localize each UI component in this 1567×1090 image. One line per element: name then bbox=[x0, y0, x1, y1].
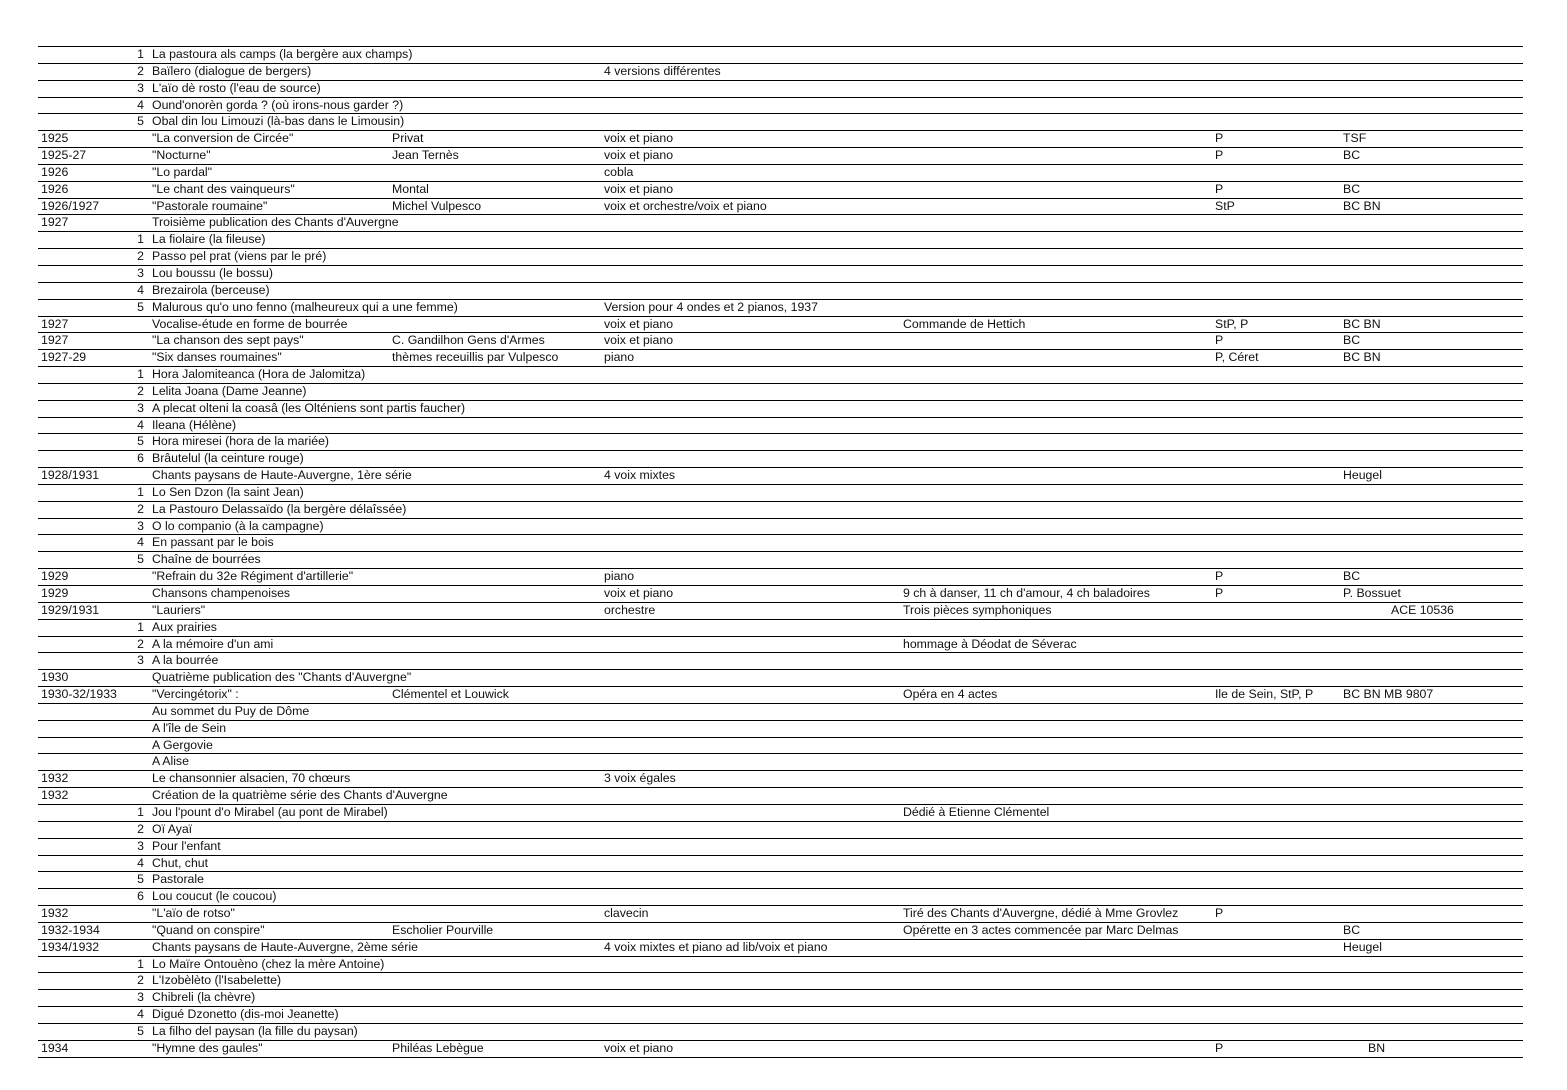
author-cell: C. Gandilhon Gens d'Armes bbox=[392, 333, 545, 348]
table-row bbox=[38, 333, 1523, 350]
table-row bbox=[38, 535, 1523, 552]
title-cell: "Le chant des vainqueurs" bbox=[152, 181, 295, 196]
author-cell: Clémentel et Louwick bbox=[392, 687, 509, 702]
table-row bbox=[38, 856, 1523, 873]
publisher-cell: BC BN bbox=[1343, 198, 1381, 213]
number-cell: 4 bbox=[137, 535, 144, 550]
number-cell: 3 bbox=[137, 80, 144, 95]
year-cell: 1926 bbox=[41, 181, 69, 196]
number-cell: 5 bbox=[137, 299, 144, 314]
note-cell: Trois pièces symphoniques bbox=[903, 602, 1052, 617]
table-row bbox=[38, 81, 1523, 98]
table-row bbox=[38, 98, 1523, 115]
table-row bbox=[38, 738, 1523, 755]
instrumentation-cell: voix et orchestre/voix et piano bbox=[604, 198, 767, 213]
title-cell: A Alise bbox=[152, 754, 189, 769]
table-row bbox=[38, 418, 1523, 435]
number-cell: 5 bbox=[137, 552, 144, 567]
title-cell: A la mémoire d'un ami bbox=[152, 636, 274, 651]
table-row bbox=[38, 131, 1523, 148]
title-cell: Chants paysans de Haute-Auvergne, 1ère série bbox=[152, 468, 412, 483]
title-cell: Brezairola (berceuse) bbox=[152, 282, 270, 297]
year-cell: 1925 bbox=[41, 131, 69, 146]
instrumentation-cell: voix et piano bbox=[604, 131, 674, 146]
table-row bbox=[38, 249, 1523, 266]
title-cell: Lo Sen Dzon (la saint Jean) bbox=[152, 484, 304, 499]
title-cell: Brâutelul (la ceinture rouge) bbox=[152, 451, 304, 466]
table-row bbox=[38, 552, 1523, 569]
title-cell: "Quand on conspire" bbox=[152, 922, 265, 937]
table-row bbox=[38, 721, 1523, 738]
number-cell: 3 bbox=[137, 518, 144, 533]
number-cell: 3 bbox=[137, 838, 144, 853]
author-cell: Philéas Lebègue bbox=[392, 1040, 484, 1055]
table-row bbox=[38, 266, 1523, 283]
number-cell: 6 bbox=[137, 889, 144, 904]
year-cell: 1926/1927 bbox=[41, 198, 100, 213]
catalogue-table bbox=[38, 46, 1523, 1058]
number-cell: 6 bbox=[137, 451, 144, 466]
place-cell: P bbox=[1215, 181, 1224, 196]
title-cell: Aux prairies bbox=[152, 619, 217, 634]
author-cell: Escholier Pourville bbox=[392, 922, 494, 937]
year-cell: 1929 bbox=[41, 569, 69, 584]
number-cell: 1 bbox=[137, 619, 144, 634]
number-cell: 1 bbox=[137, 804, 144, 819]
instrumentation-cell: 4 voix mixtes et piano ad lib/voix et piano bbox=[604, 939, 828, 954]
title-cell: Malurous qu'o uno fenno (malheureux qui a une femme) bbox=[152, 299, 458, 314]
title-cell: Hora Jalomiteanca (Hora de Jalomitza) bbox=[152, 367, 366, 382]
publisher-cell: BC BN MB 9807 bbox=[1343, 687, 1434, 702]
title-cell: "Vercingétorix" : bbox=[152, 687, 239, 702]
year-cell: 1932 bbox=[41, 788, 69, 803]
publisher-cell: BC bbox=[1343, 333, 1361, 348]
number-cell: 2 bbox=[137, 636, 144, 651]
year-cell: 1930-32/1933 bbox=[41, 687, 117, 702]
author-cell: Montal bbox=[392, 181, 429, 196]
title-cell: Jou l'pount d'o Mirabel (au pont de Mirabel) bbox=[152, 804, 388, 819]
publisher-cell: BC bbox=[1343, 922, 1361, 937]
title-cell: "Hymne des gaules" bbox=[152, 1040, 263, 1055]
year-cell: 1932 bbox=[41, 771, 69, 786]
number-cell: 3 bbox=[137, 990, 144, 1005]
number-cell: 2 bbox=[137, 501, 144, 516]
table-row bbox=[38, 889, 1523, 906]
title-cell: "La chanson des sept pays" bbox=[152, 333, 304, 348]
publisher-cell: BC BN bbox=[1343, 350, 1381, 365]
author-cell: Jean Ternès bbox=[392, 148, 459, 163]
table-row bbox=[38, 1041, 1523, 1058]
table-row bbox=[38, 923, 1523, 940]
title-cell: Le chansonnier alsacien, 70 chœurs bbox=[152, 771, 351, 786]
title-cell: Chansons champenoises bbox=[152, 586, 291, 600]
title-cell: La fiolaire (la fileuse) bbox=[152, 232, 266, 247]
place-cell: P bbox=[1215, 906, 1224, 921]
title-cell: Chants paysans de Haute-Auvergne, 2ème série bbox=[152, 939, 418, 954]
year-cell: 1925-27 bbox=[41, 148, 87, 163]
number-cell: 4 bbox=[137, 417, 144, 432]
number-cell: 3 bbox=[137, 265, 144, 280]
title-cell: Création de la quatrième série des Chants d'Auvergne bbox=[152, 788, 448, 803]
year-cell: 1932-1934 bbox=[41, 922, 100, 937]
place-cell: Ile de Sein, StP, P bbox=[1215, 687, 1314, 702]
title-cell: Chaîne de bourrées bbox=[152, 552, 261, 567]
publisher-cell: Heugel bbox=[1343, 939, 1382, 954]
note-cell: Opérette en 3 actes commencée par Marc Delmas bbox=[903, 922, 1179, 937]
note-cell: hommage à Déodat de Séverac bbox=[903, 636, 1077, 651]
instrumentation-cell: piano bbox=[604, 350, 635, 365]
author-cell: Privat bbox=[392, 131, 424, 146]
title-cell: A plecat olteni la coasâ (les Olténiens sont partis faucher) bbox=[152, 400, 466, 415]
title-cell: Passo pel prat (viens par le pré) bbox=[152, 249, 327, 264]
table-row bbox=[38, 434, 1523, 451]
table-row bbox=[38, 384, 1523, 401]
title-cell: Lou coucut (le coucou) bbox=[152, 889, 277, 904]
title-cell: Obal din lou Limouzi (là-bas dans le Limousin) bbox=[152, 114, 405, 129]
number-cell: 5 bbox=[137, 872, 144, 887]
table-row bbox=[38, 502, 1523, 519]
publisher-cell: BC BN bbox=[1343, 316, 1381, 331]
title-cell: En passant par le bois bbox=[152, 535, 274, 550]
number-cell: 2 bbox=[137, 973, 144, 988]
title-cell: Lelita Joana (Dame Jeanne) bbox=[152, 383, 307, 398]
title-cell: Troisième publication des Chants d'Auvergne bbox=[152, 215, 399, 230]
year-cell: 1927 bbox=[41, 215, 69, 230]
table-row bbox=[38, 317, 1523, 334]
number-cell: 5 bbox=[137, 434, 144, 449]
table-row bbox=[38, 283, 1523, 300]
number-cell: 2 bbox=[137, 821, 144, 836]
place-cell: P, Céret bbox=[1215, 350, 1259, 365]
title-cell: Ound'onorèn gorda ? (où irons-nous garder ?) bbox=[152, 97, 404, 112]
table-row bbox=[38, 300, 1523, 317]
number-cell: 2 bbox=[137, 249, 144, 264]
number-cell: 2 bbox=[137, 383, 144, 398]
title-cell: Vocalise-étude en forme de bourrée bbox=[152, 316, 348, 331]
title-cell: Ileana (Hélène) bbox=[152, 417, 237, 432]
title-cell: "L'aïo de rotso" bbox=[152, 906, 235, 921]
place-cell: P bbox=[1215, 569, 1224, 584]
table-row bbox=[38, 64, 1523, 81]
place-cell: P bbox=[1215, 586, 1224, 600]
title-cell: A la bourrée bbox=[152, 653, 219, 668]
table-row bbox=[38, 1007, 1523, 1024]
number-cell: 1 bbox=[137, 367, 144, 382]
table-row bbox=[38, 771, 1523, 788]
year-cell: 1930 bbox=[41, 670, 69, 685]
year-cell: 1928/1931 bbox=[41, 468, 100, 483]
table-row bbox=[38, 485, 1523, 502]
instrumentation-cell: voix et piano bbox=[604, 181, 674, 196]
instrumentation-cell: 4 voix mixtes bbox=[604, 468, 676, 483]
table-row bbox=[38, 165, 1523, 182]
title-cell: "Lauriers" bbox=[152, 602, 206, 617]
table-row bbox=[38, 199, 1523, 216]
year-cell: 1929/1931 bbox=[41, 602, 100, 617]
title-cell: "Lo pardal" bbox=[152, 164, 213, 179]
table-row bbox=[38, 401, 1523, 418]
number-cell: 4 bbox=[137, 1007, 144, 1022]
note-cell: 9 ch à danser, 11 ch d'amour, 4 ch baladoires bbox=[903, 586, 1150, 600]
title-cell: La filho del paysan (la fille du paysan) bbox=[152, 1023, 358, 1038]
title-cell: O lo companio (à la campagne) bbox=[152, 518, 324, 533]
table-row bbox=[38, 1024, 1523, 1041]
instrumentation-cell: cobla bbox=[604, 164, 634, 179]
title-cell: Baïlero (dialogue de bergers) bbox=[152, 63, 312, 78]
table-row bbox=[38, 586, 1523, 603]
table-row bbox=[38, 822, 1523, 839]
publisher-cell: BC bbox=[1343, 181, 1361, 196]
table-row bbox=[38, 670, 1523, 687]
number-cell: 5 bbox=[137, 1023, 144, 1038]
title-cell: Chut, chut bbox=[152, 855, 209, 870]
table-row bbox=[38, 468, 1523, 485]
number-cell: 5 bbox=[137, 114, 144, 129]
title-cell: L'Izobèlèto (l'Isabelette) bbox=[152, 973, 282, 988]
year-cell: 1934/1932 bbox=[41, 939, 100, 954]
title-cell: "Pastorale roumaine" bbox=[152, 198, 268, 213]
title-cell: Hora miresei (hora de la mariée) bbox=[152, 434, 330, 449]
table-row bbox=[38, 114, 1523, 131]
publisher-cell: BC bbox=[1343, 148, 1361, 163]
place-cell: P bbox=[1215, 1040, 1224, 1055]
title-cell: Lou boussu (le bossu) bbox=[152, 265, 273, 280]
instrumentation-cell: Version pour 4 ondes et 2 pianos, 1937 bbox=[604, 299, 818, 314]
number-cell: 1 bbox=[137, 47, 144, 61]
title-cell: "La conversion de Circée" bbox=[152, 131, 294, 146]
publisher-cell: TSF bbox=[1343, 131, 1367, 146]
title-cell: Digué Dzonetto (dis-moi Jeanette) bbox=[152, 1007, 339, 1022]
instrumentation-cell: voix et piano bbox=[604, 148, 674, 163]
table-row bbox=[38, 940, 1523, 957]
title-cell: "Six danses roumaines" bbox=[152, 350, 282, 365]
year-cell: 1929 bbox=[41, 586, 69, 600]
table-row bbox=[38, 957, 1523, 974]
table-row bbox=[38, 788, 1523, 805]
publisher-cell: BN bbox=[1368, 1040, 1386, 1055]
place-cell: P bbox=[1215, 131, 1224, 146]
table-row bbox=[38, 232, 1523, 249]
table-row bbox=[38, 569, 1523, 586]
note-cell: Commande de Hettich bbox=[903, 316, 1026, 331]
instrumentation-cell: 4 versions différentes bbox=[604, 63, 721, 78]
year-cell: 1927 bbox=[41, 333, 69, 348]
year-cell: 1932 bbox=[41, 906, 69, 921]
table-row bbox=[38, 990, 1523, 1007]
instrumentation-cell: voix et piano bbox=[604, 333, 674, 348]
place-cell: StP bbox=[1215, 198, 1235, 213]
table-row bbox=[38, 215, 1523, 232]
year-cell: 1927 bbox=[41, 316, 69, 331]
title-cell: Lo Maïre Ontouèno (chez la mère Antoine) bbox=[152, 956, 385, 971]
table-row bbox=[38, 687, 1523, 704]
table-row bbox=[38, 754, 1523, 771]
instrumentation-cell: voix et piano bbox=[604, 586, 674, 600]
instrumentation-cell: voix et piano bbox=[604, 316, 674, 331]
number-cell: 4 bbox=[137, 97, 144, 112]
title-cell: Quatrième publication des "Chants d'Auvergne" bbox=[152, 670, 412, 685]
title-cell: A Gergovie bbox=[152, 737, 213, 752]
place-cell: P bbox=[1215, 333, 1224, 348]
table-row bbox=[38, 367, 1523, 384]
table-row bbox=[38, 906, 1523, 923]
number-cell: 4 bbox=[137, 855, 144, 870]
instrumentation-cell: clavecin bbox=[604, 906, 649, 921]
publisher-cell: BC bbox=[1343, 569, 1361, 584]
title-cell: "Nocturne" bbox=[152, 148, 211, 163]
publisher-cell: P. Bossuet bbox=[1343, 586, 1401, 600]
author-cell: thèmes receuillis par Vulpesco bbox=[392, 350, 559, 365]
title-cell: Au sommet du Puy de Dôme bbox=[152, 703, 310, 718]
number-cell: 1 bbox=[137, 956, 144, 971]
year-cell: 1934 bbox=[41, 1040, 69, 1055]
table-row bbox=[38, 872, 1523, 889]
number-cell: 4 bbox=[137, 282, 144, 297]
year-cell: 1927-29 bbox=[41, 350, 87, 365]
table-row bbox=[38, 805, 1523, 822]
table-row bbox=[38, 653, 1523, 670]
place-cell: P bbox=[1215, 148, 1224, 163]
table-row bbox=[38, 603, 1523, 620]
note-cell: Tiré des Chants d'Auvergne, dédié à Mme Grovlez bbox=[903, 906, 1179, 921]
note-cell: Dédié à Etienne Clémentel bbox=[903, 804, 1050, 819]
table-row bbox=[38, 973, 1523, 990]
title-cell: A l'île de Sein bbox=[152, 720, 227, 735]
table-row bbox=[38, 451, 1523, 468]
title-cell: "Refrain du 32e Régiment d'artillerie" bbox=[152, 569, 354, 584]
number-cell: 3 bbox=[137, 400, 144, 415]
table-row bbox=[38, 182, 1523, 199]
publisher-cell: Heugel bbox=[1343, 468, 1382, 483]
table-row bbox=[38, 519, 1523, 536]
place-cell: StP, P bbox=[1215, 316, 1249, 331]
number-cell: 3 bbox=[137, 653, 144, 668]
instrumentation-cell: 3 voix égales bbox=[604, 771, 676, 786]
instrumentation-cell: piano bbox=[604, 569, 635, 584]
title-cell: Oï Ayaï bbox=[152, 821, 193, 836]
instrumentation-cell: orchestre bbox=[604, 602, 656, 617]
author-cell: Michel Vulpesco bbox=[392, 198, 482, 213]
title-cell: La pastoura als camps (la bergère aux champs) bbox=[152, 47, 413, 61]
title-cell: La Pastouro Delassaïdo (la bergère délaîssée) bbox=[152, 501, 407, 516]
table-row bbox=[38, 148, 1523, 165]
number-cell: 2 bbox=[137, 63, 144, 78]
title-cell: Chibreli (la chèvre) bbox=[152, 990, 256, 1005]
table-row bbox=[38, 620, 1523, 637]
number-cell: 1 bbox=[137, 232, 144, 247]
instrumentation-cell: voix et piano bbox=[604, 1040, 674, 1055]
title-cell: L'aïo dè rosto (l'eau de source) bbox=[152, 80, 321, 95]
publisher-cell: ACE 10536 bbox=[1391, 602, 1454, 617]
table-row bbox=[38, 350, 1523, 367]
number-cell: 1 bbox=[137, 484, 144, 499]
title-cell: Pour l'enfant bbox=[152, 838, 221, 853]
title-cell: Pastorale bbox=[152, 872, 204, 887]
note-cell: Opéra en 4 actes bbox=[903, 687, 998, 702]
table-row bbox=[38, 839, 1523, 856]
table-row bbox=[38, 47, 1523, 64]
table-row bbox=[38, 637, 1523, 654]
year-cell: 1926 bbox=[41, 164, 69, 179]
table-row bbox=[38, 704, 1523, 721]
